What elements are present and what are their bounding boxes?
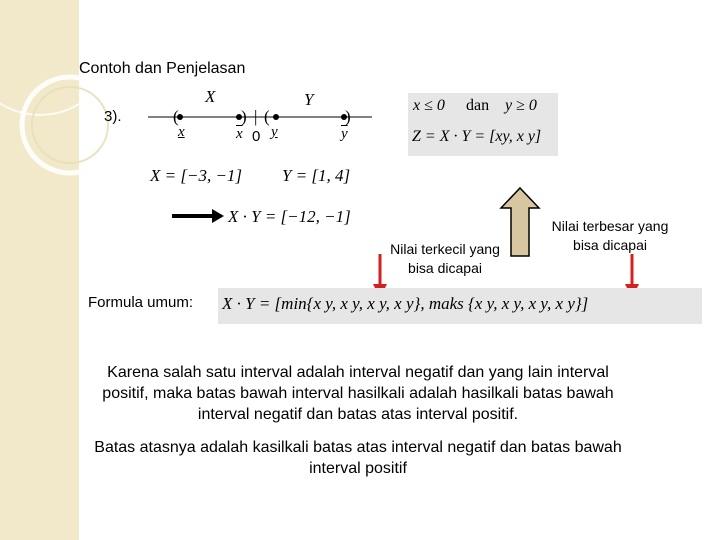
example-number: 3). <box>104 108 122 125</box>
interval-Y: Y = [1, 4] <box>282 166 351 185</box>
y-lower-bound: y <box>271 124 278 140</box>
interval-X: X = [−3, −1] <box>150 166 243 185</box>
paren-open-y: ( <box>264 107 270 126</box>
formula-expression: X · Y = [min{x y, x y, x y, x y}, maks {x y, x y, x y, x y}] <box>222 294 589 313</box>
decorative-circles <box>0 0 160 200</box>
explanation-paragraph-2: Batas atasnya adalah kasilkali batas atas interval negatif dan batas bawah interval positif <box>94 439 622 477</box>
paren-close-y: ) <box>345 107 351 126</box>
zero-divider: | <box>254 107 258 126</box>
label-X: X <box>205 87 216 106</box>
note-largest: Nilai terbesar yang bisa dicapai <box>551 218 669 253</box>
label-Y: Y <box>304 90 314 109</box>
condition-product: Z = X · Y = [xy, x y] <box>412 128 542 145</box>
right-arrow-icon <box>170 206 226 226</box>
note-smallest: Nilai terkecil yang bisa dicapai <box>390 241 500 276</box>
explanation-paragraph-1: Karena salah satu interval adalah interval negatif dan yang lain interval positif, maka batas bawah interval hasilkali adalah hasilkali batas bawah interval negatif dan batas atas interval positif. <box>102 364 614 423</box>
zero-label: 0 <box>252 128 261 145</box>
x-lower-bound: x <box>178 124 185 140</box>
slide-title: Contoh dan Penjelasan <box>79 60 246 77</box>
condition-and: dan <box>466 97 490 114</box>
condition-x: x ≤ 0 <box>413 97 445 114</box>
interval-XY: X · Y = [−12, −1] <box>228 207 351 226</box>
paren-open-x: ( <box>173 107 179 126</box>
y-upper-bound: $\overline{y}$ <box>341 126 348 142</box>
formula-label: Formula umum: <box>88 294 194 311</box>
condition-y: y ≥ 0 <box>505 97 537 114</box>
point-y-low <box>273 114 279 120</box>
x-upper-bound: $\overline{x}$ <box>236 126 243 142</box>
paren-close-x: ) <box>241 107 247 126</box>
